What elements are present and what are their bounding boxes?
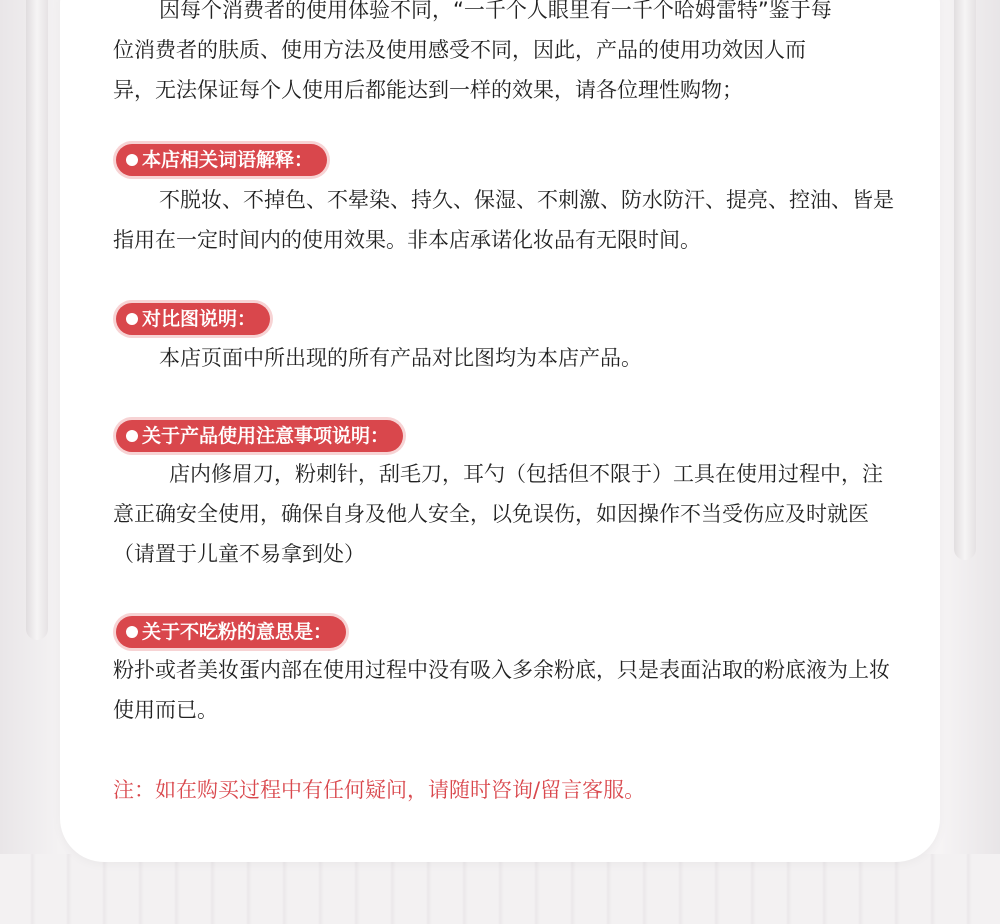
intro-line-1: 因每个消费者的使用体验不同，“一千个人眼里有一千个哈姆雷特”鉴于每 bbox=[159, 0, 832, 22]
section-title-no-absorb-label: 关于不吃粉的意思是： bbox=[142, 621, 333, 643]
intro-paragraph bbox=[113, 0, 903, 110]
bullet-dot-icon bbox=[126, 313, 138, 325]
section-title-comparison bbox=[116, 303, 270, 335]
section-title-usage-notes bbox=[116, 420, 403, 452]
intro-line-3: 异，无法保证每个人使用后都能达到一样的效果，请各位理性购物； bbox=[113, 78, 743, 102]
background-stripe-left bbox=[26, 0, 48, 640]
bullet-dot-icon bbox=[126, 430, 138, 442]
section-body-usage-notes: 店内修眉刀，粉刺针，刮毛刀，耳勺（包括但不限于）工具在使用过程中，注意正确安全使用，确保自身及他人安全，以免误伤，如因操作不当受伤应及时就医（请置于儿童不易拿到处） bbox=[113, 462, 883, 566]
section-title-no-absorb bbox=[116, 616, 346, 648]
bullet-dot-icon bbox=[126, 626, 138, 638]
section-title-terms bbox=[116, 144, 327, 176]
intro-line-2: 位消费者的肤质、使用方法及使用感受不同，因此，产品的使用功效因人而 bbox=[113, 38, 806, 62]
section-body-terms: 不脱妆、不掉色、不晕染、持久、保湿、不刺激、防水防汗、提亮、控油、皆是指用在一定时间内的使用效果。非本店承诺化妆品有无限时间。 bbox=[113, 188, 894, 252]
footer-note: 注：如在购买过程中有任何疑问，请随时咨询/留言客服。 bbox=[113, 778, 646, 802]
section-title-comparison-label: 对比图说明： bbox=[142, 308, 257, 330]
section-title-terms-label: 本店相关词语解释： bbox=[142, 149, 314, 171]
section-title-usage-notes-label: 关于产品使用注意事项说明： bbox=[142, 425, 390, 447]
background-floor bbox=[0, 854, 1000, 924]
section-body-comparison: 本店页面中所出现的所有产品对比图均为本店产品。 bbox=[159, 346, 642, 370]
background-stripe-right bbox=[954, 0, 976, 560]
section-body-no-absorb: 粉扑或者美妆蛋内部在使用过程中没有吸入多余粉底，只是表面沾取的粉底液为上妆使用而已。 bbox=[113, 658, 890, 722]
bullet-dot-icon bbox=[126, 154, 138, 166]
